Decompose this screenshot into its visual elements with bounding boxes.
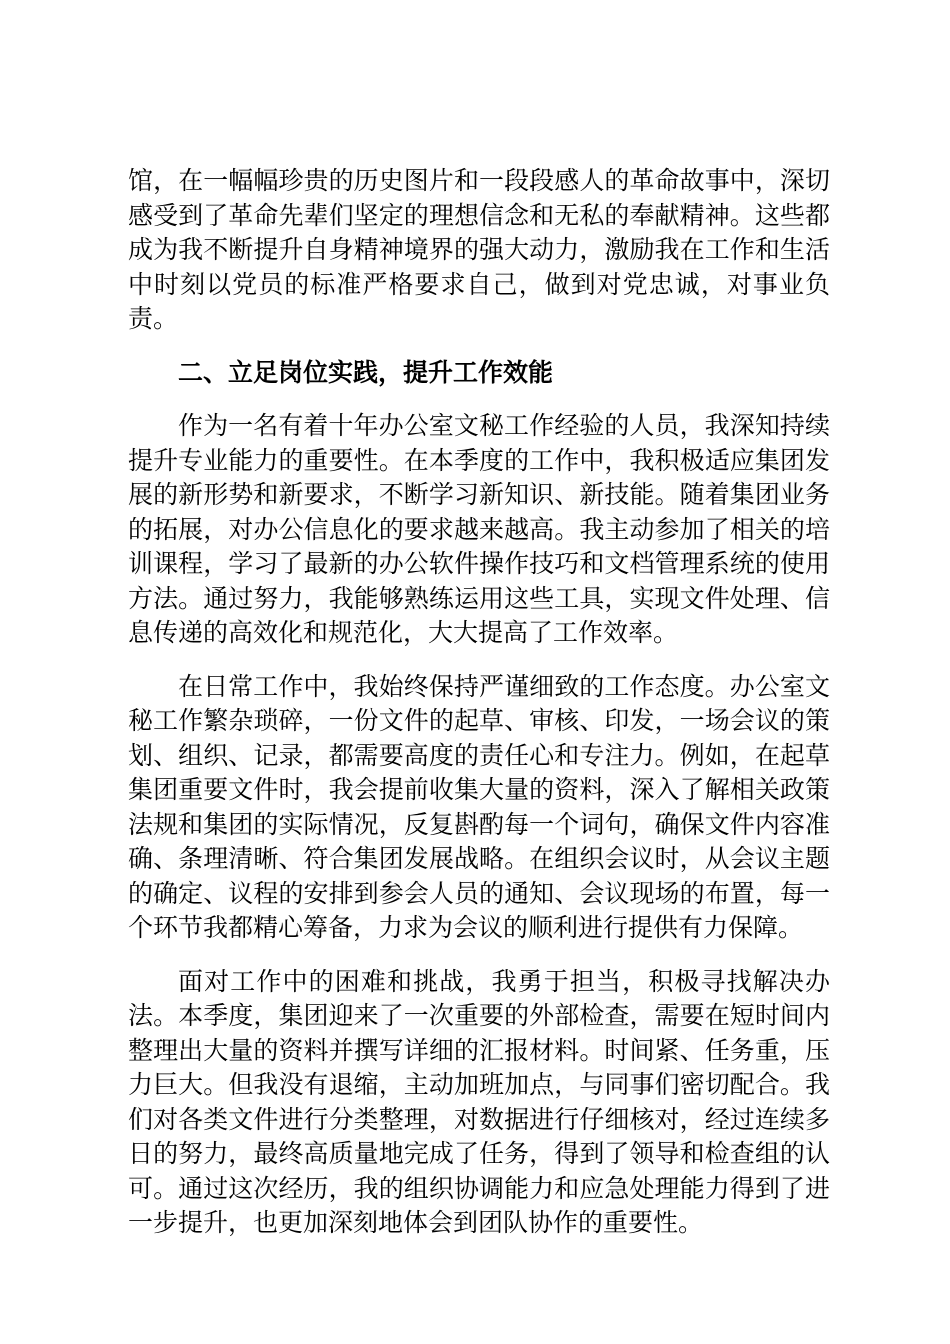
- paragraph: 作为一名有着十年办公室文秘工作经验的人员，我深知持续提升专业能力的重要性。在本季度的工作中，我积极适应集团发展的新形势和新要求，不断学习新知识、新技能。随着集团业务的拓展，对办公信息化的要求越来越高。我主动参加了相关的培训课程，学习了最新的办公软件操作技巧和文档管理系统的使用方法。通过努力，我能够熟练运用这些工具，实现文件处理、信息传递的高效化和规范化，大大提高了工作效率。: [128, 411, 830, 647]
- section-heading: 二、立足岗位实践，提升工作效能: [178, 357, 554, 387]
- paragraph: 在日常工作中，我始终保持严谨细致的工作态度。办公室文秘工作繁杂琐碎，一份文件的起草、审核、印发，一场会议的策划、组织、记录，都需要高度的责任心和专注力。例如，在起草集团重要文件时，我会提前收集大量的资料，深入了解相关政策法规和集团的实际情况，反复斟酌每一个词句，确保文件内容准确、条理清晰、符合集团发展战略。在组织会议时，从会议主题的确定、议程的安排到参会人员的通知、会议现场的布置，每一个环节我都精心筹备，力求为会议的顺利进行提供有力保障。: [128, 671, 830, 942]
- paragraph: 面对工作中的困难和挑战，我勇于担当，积极寻找解决办法。本季度，集团迎来了一次重要的外部检查，需要在短时间内整理出大量的资料并撰写详细的汇报材料。时间紧、任务重，压力巨大。但我没有退缩，主动加班加点，与同事们密切配合。我们对各类文件进行分类整理，对数据进行仔细核对，经过连续多日的努力，最终高质量地完成了任务，得到了领导和检查组的认可。通过这次经历，我的组织协调能力和应急处理能力得到了进一步提升，也更加深刻地体会到团队协作的重要性。: [128, 966, 830, 1237]
- document-body: [128, 164, 830, 1260]
- paragraph-continued: 馆，在一幅幅珍贵的历史图片和一段段感人的革命故事中，深切感受到了革命先辈们坚定的理想信念和无私的奉献精神。这些都成为我不断提升自身精神境界的强大动力，激励我在工作和生活中时刻以党员的标准严格要求自己，做到对党忠诚，对事业负责。: [128, 166, 830, 333]
